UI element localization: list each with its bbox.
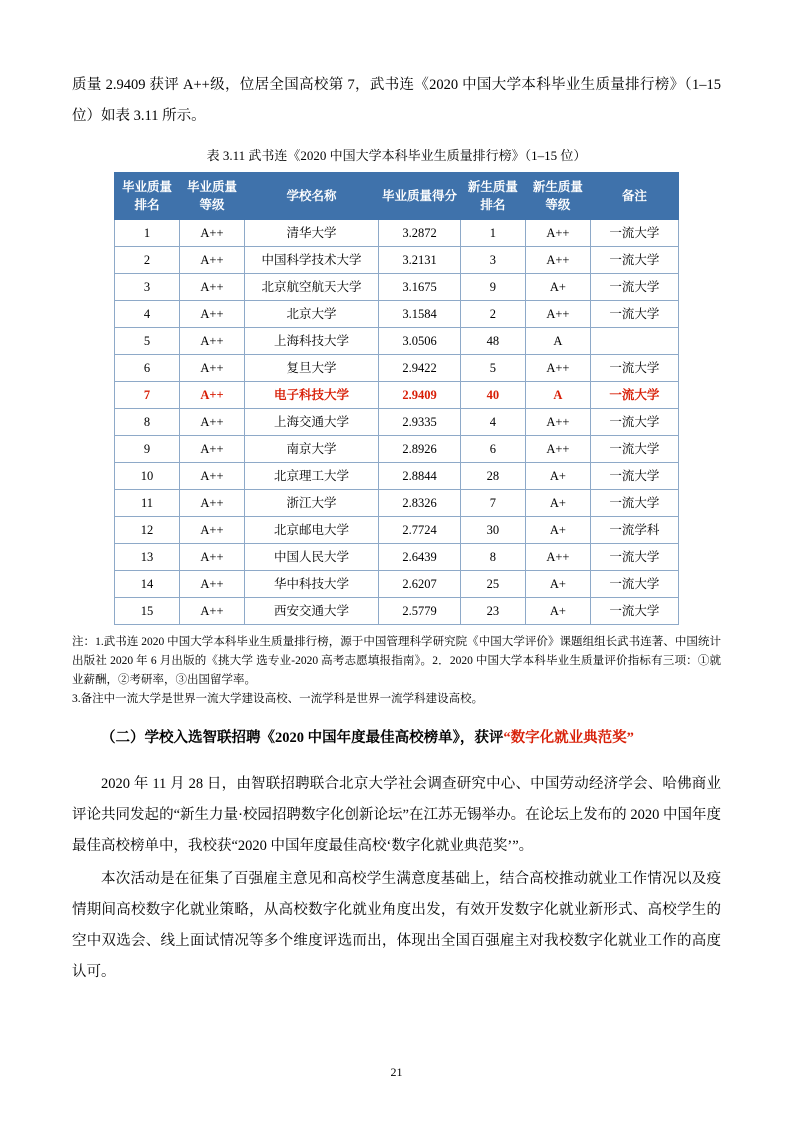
column-header-freshman-grade: 新生质量等级 bbox=[525, 173, 590, 220]
table-note-2: 3.备注中一流大学是世界一流大学建设高校、一流学科是世界一流学科建设高校。 bbox=[72, 693, 484, 705]
cell-freshman-grade: A bbox=[525, 328, 590, 355]
table-row bbox=[115, 328, 679, 355]
column-header-school-name: 学校名称 bbox=[244, 173, 378, 220]
cell-graduate-score: 2.8326 bbox=[379, 490, 461, 517]
cell-freshman-grade: A++ bbox=[525, 301, 590, 328]
table-body bbox=[115, 220, 679, 625]
cell-graduate-rank: 13 bbox=[115, 544, 180, 571]
cell-graduate-score: 3.1675 bbox=[379, 274, 461, 301]
cell-freshman-rank: 3 bbox=[460, 247, 525, 274]
cell-freshman-rank: 4 bbox=[460, 409, 525, 436]
cell-graduate-grade: A++ bbox=[179, 463, 244, 490]
section-heading-prefix: （二）学校入选智联招聘《2020 中国年度最佳高校榜单》，获评 bbox=[101, 730, 504, 746]
cell-remark: 一流大学 bbox=[590, 220, 678, 247]
cell-remark bbox=[590, 328, 678, 355]
table-row bbox=[115, 571, 679, 598]
cell-graduate-rank: 3 bbox=[115, 274, 180, 301]
cell-school-name: 南京大学 bbox=[244, 436, 378, 463]
table-row bbox=[115, 274, 679, 301]
cell-graduate-score: 3.2872 bbox=[379, 220, 461, 247]
cell-remark: 一流大学 bbox=[590, 490, 678, 517]
column-header-graduate-rank: 毕业质量排名 bbox=[115, 173, 180, 220]
cell-graduate-grade: A++ bbox=[179, 382, 244, 409]
cell-graduate-grade: A++ bbox=[179, 355, 244, 382]
column-header-freshman-rank: 新生质量排名 bbox=[460, 173, 525, 220]
table-note-1: 注：1.武书连 2020 中国大学本科毕业生质量排行榜，源于中国管理科学研究院《中国大学评价》课题组组长武书连著、中国统计出版社 2020 年 6 月出版的《挑大学 选专业-2020 高考志愿填报指南》。2．2020 中国大学本科毕业生质量评价指标有三项：①就业薪酬，②考研率，③出国留学率。 bbox=[72, 636, 721, 686]
cell-graduate-score: 2.9422 bbox=[379, 355, 461, 382]
cell-graduate-score: 3.0506 bbox=[379, 328, 461, 355]
section-paragraph-1: 2020 年 11 月 28 日，由智联招聘联合北京大学社会调查研究中心、中国劳动经济学会、哈佛商业评论共同发起的“新生力量·校园招聘数字化创新论坛”在江苏无锡举办。在论坛上发布的 2020 中国年度最佳高校榜单中，我校获“2020 中国年度最佳高校‘数字化就业典范奖’”。 bbox=[72, 775, 721, 854]
cell-remark: 一流大学 bbox=[590, 571, 678, 598]
section-paragraph-2: 本次活动是在征集了百强雇主意见和高校学生满意度基础上，结合高校推动就业工作情况以及疫情期间高校数字化就业策略，从高校数字化就业角度出发，有效开发数字化就业新形式、高校学生的空中双选会、线上面试情况等多个维度评选而出，体现出全国百强雇主对我校数字化就业工作的高度认可。 bbox=[72, 870, 721, 980]
table-row bbox=[115, 463, 679, 490]
cell-graduate-rank: 2 bbox=[115, 247, 180, 274]
cell-freshman-rank: 9 bbox=[460, 274, 525, 301]
cell-remark: 一流学科 bbox=[590, 517, 678, 544]
cell-graduate-score: 2.8844 bbox=[379, 463, 461, 490]
cell-graduate-rank: 10 bbox=[115, 463, 180, 490]
cell-freshman-grade: A+ bbox=[525, 517, 590, 544]
cell-remark: 一流大学 bbox=[590, 301, 678, 328]
column-header-graduate-score: 毕业质量得分 bbox=[379, 173, 461, 220]
cell-freshman-rank: 48 bbox=[460, 328, 525, 355]
cell-freshman-grade: A+ bbox=[525, 571, 590, 598]
cell-school-name: 华中科技大学 bbox=[244, 571, 378, 598]
table-row bbox=[115, 382, 679, 409]
cell-freshman-grade: A+ bbox=[525, 490, 590, 517]
cell-graduate-grade: A++ bbox=[179, 220, 244, 247]
cell-school-name: 电子科技大学 bbox=[244, 382, 378, 409]
cell-graduate-grade: A++ bbox=[179, 517, 244, 544]
table-row bbox=[115, 517, 679, 544]
cell-school-name: 复旦大学 bbox=[244, 355, 378, 382]
cell-graduate-grade: A++ bbox=[179, 409, 244, 436]
cell-freshman-grade: A++ bbox=[525, 247, 590, 274]
cell-remark: 一流大学 bbox=[590, 409, 678, 436]
cell-school-name: 上海科技大学 bbox=[244, 328, 378, 355]
column-header-graduate-grade: 毕业质量等级 bbox=[179, 173, 244, 220]
cell-graduate-rank: 7 bbox=[115, 382, 180, 409]
cell-freshman-grade: A+ bbox=[525, 463, 590, 490]
cell-graduate-rank: 12 bbox=[115, 517, 180, 544]
cell-graduate-grade: A++ bbox=[179, 598, 244, 625]
cell-graduate-rank: 8 bbox=[115, 409, 180, 436]
cell-freshman-rank: 5 bbox=[460, 355, 525, 382]
cell-graduate-rank: 15 bbox=[115, 598, 180, 625]
cell-school-name: 中国人民大学 bbox=[244, 544, 378, 571]
cell-graduate-rank: 6 bbox=[115, 355, 180, 382]
cell-freshman-grade: A++ bbox=[525, 409, 590, 436]
cell-freshman-rank: 40 bbox=[460, 382, 525, 409]
cell-freshman-grade: A+ bbox=[525, 598, 590, 625]
cell-freshman-rank: 23 bbox=[460, 598, 525, 625]
cell-freshman-grade: A++ bbox=[525, 355, 590, 382]
table-header-row bbox=[115, 173, 679, 220]
cell-graduate-rank: 5 bbox=[115, 328, 180, 355]
cell-graduate-score: 3.2131 bbox=[379, 247, 461, 274]
table-row bbox=[115, 247, 679, 274]
cell-remark: 一流大学 bbox=[590, 436, 678, 463]
table-row bbox=[115, 490, 679, 517]
cell-freshman-rank: 28 bbox=[460, 463, 525, 490]
cell-graduate-grade: A++ bbox=[179, 274, 244, 301]
cell-school-name: 浙江大学 bbox=[244, 490, 378, 517]
table-row bbox=[115, 301, 679, 328]
cell-graduate-rank: 4 bbox=[115, 301, 180, 328]
table-header bbox=[115, 173, 679, 220]
cell-freshman-grade: A bbox=[525, 382, 590, 409]
cell-graduate-rank: 9 bbox=[115, 436, 180, 463]
cell-freshman-rank: 30 bbox=[460, 517, 525, 544]
cell-graduate-grade: A++ bbox=[179, 490, 244, 517]
cell-remark: 一流大学 bbox=[590, 382, 678, 409]
cell-remark: 一流大学 bbox=[590, 598, 678, 625]
section-heading bbox=[72, 723, 721, 754]
cell-graduate-grade: A++ bbox=[179, 247, 244, 274]
cell-graduate-rank: 1 bbox=[115, 220, 180, 247]
cell-remark: 一流大学 bbox=[590, 274, 678, 301]
cell-graduate-grade: A++ bbox=[179, 301, 244, 328]
column-header-remark: 备注 bbox=[590, 173, 678, 220]
cell-freshman-rank: 8 bbox=[460, 544, 525, 571]
table-caption: 表 3.11 武书连《2020 中国大学本科毕业生质量排行榜》（1–15 位） bbox=[206, 148, 587, 163]
cell-freshman-rank: 7 bbox=[460, 490, 525, 517]
cell-freshman-grade: A++ bbox=[525, 544, 590, 571]
cell-graduate-score: 2.5779 bbox=[379, 598, 461, 625]
cell-freshman-rank: 6 bbox=[460, 436, 525, 463]
ranking-table bbox=[114, 172, 679, 625]
cell-freshman-grade: A+ bbox=[525, 274, 590, 301]
cell-graduate-score: 2.6439 bbox=[379, 544, 461, 571]
cell-freshman-rank: 1 bbox=[460, 220, 525, 247]
cell-graduate-score: 2.8926 bbox=[379, 436, 461, 463]
cell-remark: 一流大学 bbox=[590, 247, 678, 274]
cell-school-name: 中国科学技术大学 bbox=[244, 247, 378, 274]
cell-graduate-score: 3.1584 bbox=[379, 301, 461, 328]
cell-school-name: 清华大学 bbox=[244, 220, 378, 247]
cell-school-name: 北京航空航天大学 bbox=[244, 274, 378, 301]
table-row bbox=[115, 436, 679, 463]
cell-school-name: 北京大学 bbox=[244, 301, 378, 328]
cell-graduate-rank: 11 bbox=[115, 490, 180, 517]
cell-graduate-score: 2.9335 bbox=[379, 409, 461, 436]
cell-graduate-score: 2.7724 bbox=[379, 517, 461, 544]
cell-graduate-rank: 14 bbox=[115, 571, 180, 598]
cell-freshman-rank: 2 bbox=[460, 301, 525, 328]
cell-graduate-score: 2.9409 bbox=[379, 382, 461, 409]
cell-freshman-grade: A++ bbox=[525, 220, 590, 247]
cell-school-name: 西安交通大学 bbox=[244, 598, 378, 625]
cell-school-name: 北京理工大学 bbox=[244, 463, 378, 490]
cell-graduate-grade: A++ bbox=[179, 328, 244, 355]
table-row bbox=[115, 409, 679, 436]
section-heading-award: “数字化就业典范奖” bbox=[503, 730, 634, 746]
table-row bbox=[115, 355, 679, 382]
cell-remark: 一流大学 bbox=[590, 355, 678, 382]
cell-school-name: 上海交通大学 bbox=[244, 409, 378, 436]
cell-graduate-grade: A++ bbox=[179, 436, 244, 463]
cell-graduate-score: 2.6207 bbox=[379, 571, 461, 598]
intro-paragraph: 质量 2.9409 获评 A++级，位居全国高校第 7，武书连《2020 中国大学本科毕业生质量排行榜》（1–15 位）如表 3.11 所示。 bbox=[72, 77, 721, 124]
cell-graduate-grade: A++ bbox=[179, 571, 244, 598]
page-number: 21 bbox=[390, 1065, 403, 1079]
table-row bbox=[115, 598, 679, 625]
table-row bbox=[115, 220, 679, 247]
cell-remark: 一流大学 bbox=[590, 544, 678, 571]
cell-remark: 一流大学 bbox=[590, 463, 678, 490]
cell-freshman-grade: A++ bbox=[525, 436, 590, 463]
cell-school-name: 北京邮电大学 bbox=[244, 517, 378, 544]
table-row bbox=[115, 544, 679, 571]
cell-graduate-grade: A++ bbox=[179, 544, 244, 571]
cell-freshman-rank: 25 bbox=[460, 571, 525, 598]
